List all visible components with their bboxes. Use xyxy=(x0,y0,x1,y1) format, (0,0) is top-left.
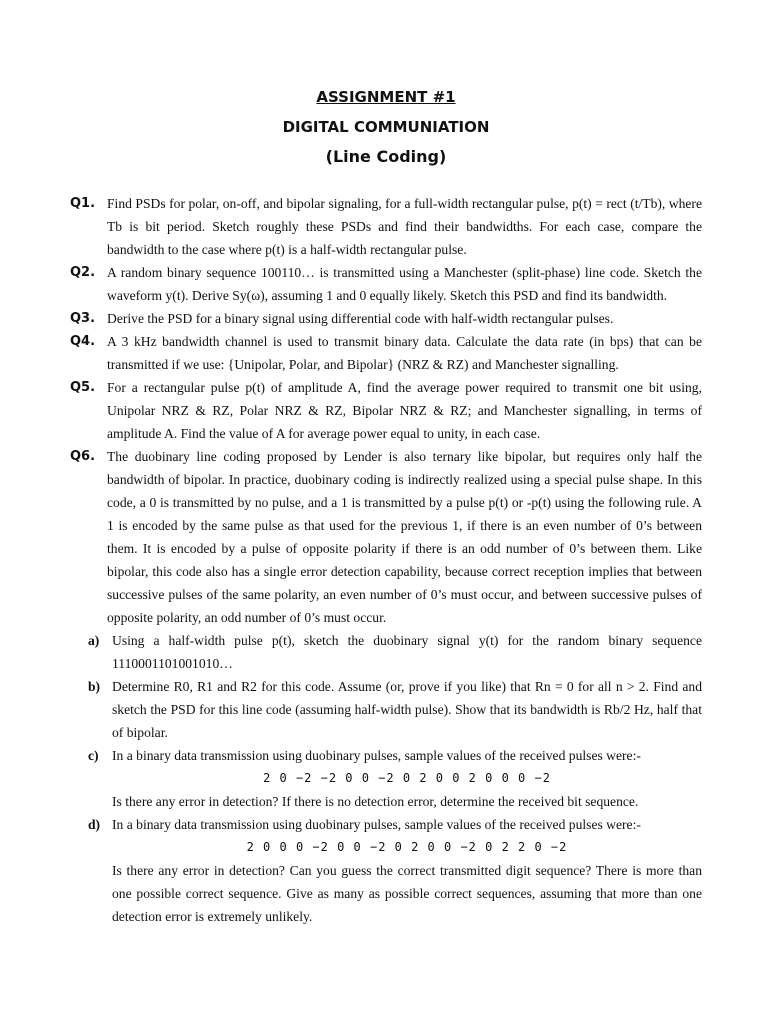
part-followup: Is there any error in detection? If there is no detection error, determine the received bit sequence. xyxy=(112,794,639,809)
q6-part-a xyxy=(88,629,702,675)
part-label: d) xyxy=(88,817,101,832)
received-sample-sequence: 2 0 0 0 −2 0 0 −2 0 2 0 0 −2 0 2 2 0 −2 xyxy=(246,840,568,854)
question-1 xyxy=(70,192,702,261)
question-3 xyxy=(70,307,702,330)
question-label: Q2. xyxy=(70,265,96,280)
question-text: For a rectangular pulse p(t) of amplitude A, find the average power required to transmit one bit using, Unipolar NRZ & RZ, Polar NRZ & RZ, Bipolar NRZ & RZ; and Manchester signalling, in terms of amplitude A. Find the value of A for average power equal to unity, in each case. xyxy=(107,380,702,441)
part-text: In a binary data transmission using duobinary pulses, sample values of the received pulses were:- xyxy=(112,817,641,832)
question-5 xyxy=(70,376,702,445)
title-block xyxy=(70,86,702,168)
question-label: Q3. xyxy=(70,311,96,326)
question-2 xyxy=(70,261,702,307)
part-label: a) xyxy=(88,633,100,648)
part-text: Determine R0, R1 and R2 for this code. Assume (or, prove if you like) that Rn = 0 for all n > 2. Find and sketch the PSD for this line code (assuming half-width pulse). Show that its bandwidth is Rb/2 Hz, half that of bipolar. xyxy=(112,679,702,740)
question-label: Q6. xyxy=(70,449,96,464)
question-text: Find PSDs for polar, on-off, and bipolar signaling, for a full-width rectangular pulse, p(t) = rect (t/Tb), where Tb is bit period. Sketch roughly these PSDs and find their bandwidths. For each case, compare the bandwidth to the case where p(t) is a half-width rectangular pulse. xyxy=(107,196,702,257)
q6-part-c xyxy=(88,744,702,813)
part-text: In a binary data transmission using duobinary pulses, sample values of the received pulses were:- xyxy=(112,748,641,763)
part-label: b) xyxy=(88,679,101,694)
part-followup: Is there any error in detection? Can you guess the correct transmitted digit sequence? There is more than one possible correct sequence. Give as many as possible correct sequences, assuming that more than one detection error is extremely unlikely. xyxy=(112,863,702,924)
question-text: Derive the PSD for a binary signal using differential code with half-width rectangular pulses. xyxy=(107,311,614,326)
course-title: DIGITAL COMMUNIATION xyxy=(282,118,490,136)
q6-part-d xyxy=(88,813,702,928)
part-text: Using a half-width pulse p(t), sketch the duobinary signal y(t) for the random binary sequence 1110001101001010… xyxy=(112,633,702,671)
question-text: A random binary sequence 100110… is transmitted using a Manchester (split-phase) line code. Sketch the waveform y(t). Derive Sy(ω), assuming 1 and 0 equally likely. Sketch this PSD and find its bandwidth. xyxy=(107,265,702,303)
question-4 xyxy=(70,330,702,376)
question-text: A 3 kHz bandwidth channel is used to transmit binary data. Calculate the data rate (in bps) that can be transmitted if we use: {Unipolar, Polar, and Bipolar} (NRZ & RZ) and Manchester signalling. xyxy=(107,334,702,372)
question-list xyxy=(70,192,702,928)
part-label: c) xyxy=(88,748,99,763)
question-6 xyxy=(70,445,702,629)
received-sample-sequence: 2 0 −2 −2 0 0 −2 0 2 0 0 2 0 0 0 −2 xyxy=(263,771,551,785)
topic-title: (Line Coding) xyxy=(325,147,447,166)
question-label: Q5. xyxy=(70,380,96,395)
question-label: Q4. xyxy=(70,334,96,349)
question-text: The duobinary line coding proposed by Lender is also ternary like bipolar, but requires only half the bandwidth of bipolar. In practice, duobinary coding is indirectly realized using a special pulse shape. In this code, a 0 is transmitted by no pulse, and a 1 is transmitted by a pulse p(t) or -p(t) using the following rule. A 1 is encoded by the same pulse as that used for the previous 1, if there is an even number of 0’s between them. It is encoded by a pulse of opposite polarity if there is an odd number of 0’s between them. Like bipolar, this code also has a single error detection capability, because correct reception implies that between successive pulses of the same polarity, an even number of 0’s must occur, and between successive pulses of opposite polarity, an odd number of 0’s must occur. xyxy=(107,449,702,625)
assignment-title: ASSIGNMENT #1 xyxy=(316,88,456,106)
q6-part-b xyxy=(88,675,702,744)
question-label: Q1. xyxy=(70,196,96,211)
